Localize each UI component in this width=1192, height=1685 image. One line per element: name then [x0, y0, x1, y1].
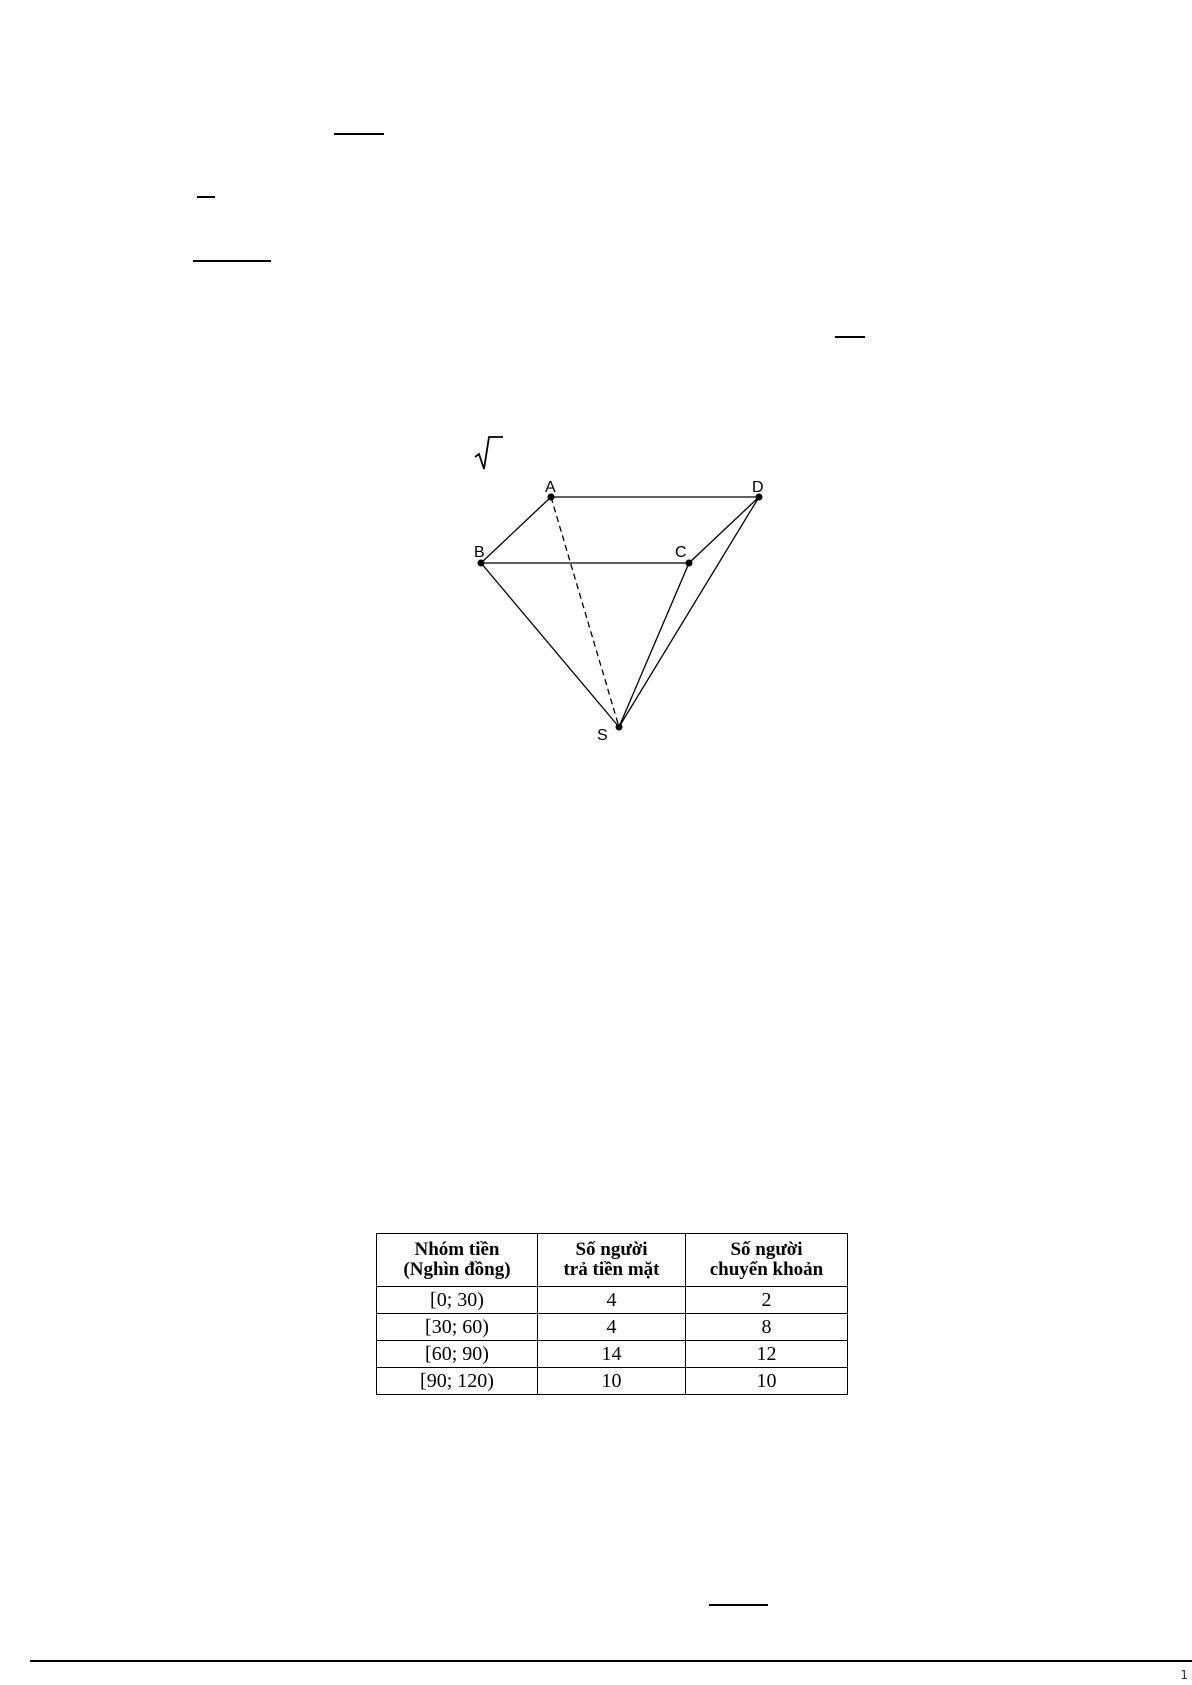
edge-cs — [619, 563, 689, 727]
figure-edges — [481, 497, 759, 727]
table-cell: 10 — [686, 1368, 848, 1395]
edge-ds — [619, 497, 759, 727]
vertex-s — [616, 724, 623, 731]
header-cash-payers — [538, 1234, 686, 1287]
header-line: Số người — [730, 1239, 803, 1261]
table-cell: 2 — [686, 1287, 848, 1314]
table-header-row — [377, 1234, 848, 1287]
table-row — [377, 1341, 848, 1368]
label-d: D — [752, 479, 764, 496]
edge-as-dashed — [551, 497, 619, 727]
header-line: Số người — [575, 1239, 648, 1261]
table-row — [377, 1287, 848, 1314]
header-transfer-payers — [686, 1234, 848, 1287]
page-mark: 1 — [1180, 1668, 1188, 1682]
header-line: chuyển khoản — [709, 1259, 824, 1280]
header-line: trả tiền mặt — [563, 1259, 660, 1280]
table-cell: [0; 30) — [377, 1287, 538, 1314]
header-line: (Nghìn đồng) — [403, 1259, 511, 1280]
payment-frequency-table — [376, 1233, 848, 1395]
header-money-group — [377, 1234, 538, 1287]
label-b: B — [474, 544, 485, 561]
edge-ab — [481, 497, 551, 563]
table-cell: [60; 90) — [377, 1341, 538, 1368]
table-cell: 12 — [686, 1341, 848, 1368]
table-row — [377, 1368, 848, 1395]
label-a: A — [545, 479, 556, 496]
table-cell: 4 — [538, 1314, 686, 1341]
edge-bs — [481, 563, 619, 727]
footer-rule — [30, 1660, 1192, 1662]
table-cell: 10 — [538, 1368, 686, 1395]
table-row — [377, 1314, 848, 1341]
table-cell: 8 — [686, 1314, 848, 1341]
label-c: C — [675, 544, 687, 561]
edge-cd — [689, 497, 759, 563]
table-cell: [30; 60) — [377, 1314, 538, 1341]
header-line: Nhóm tiền — [414, 1239, 500, 1261]
table-cell: 4 — [538, 1287, 686, 1314]
figure-vertices — [478, 494, 763, 731]
table-cell: [90; 120) — [377, 1368, 538, 1395]
table-cell: 14 — [538, 1341, 686, 1368]
label-s: S — [597, 727, 608, 744]
